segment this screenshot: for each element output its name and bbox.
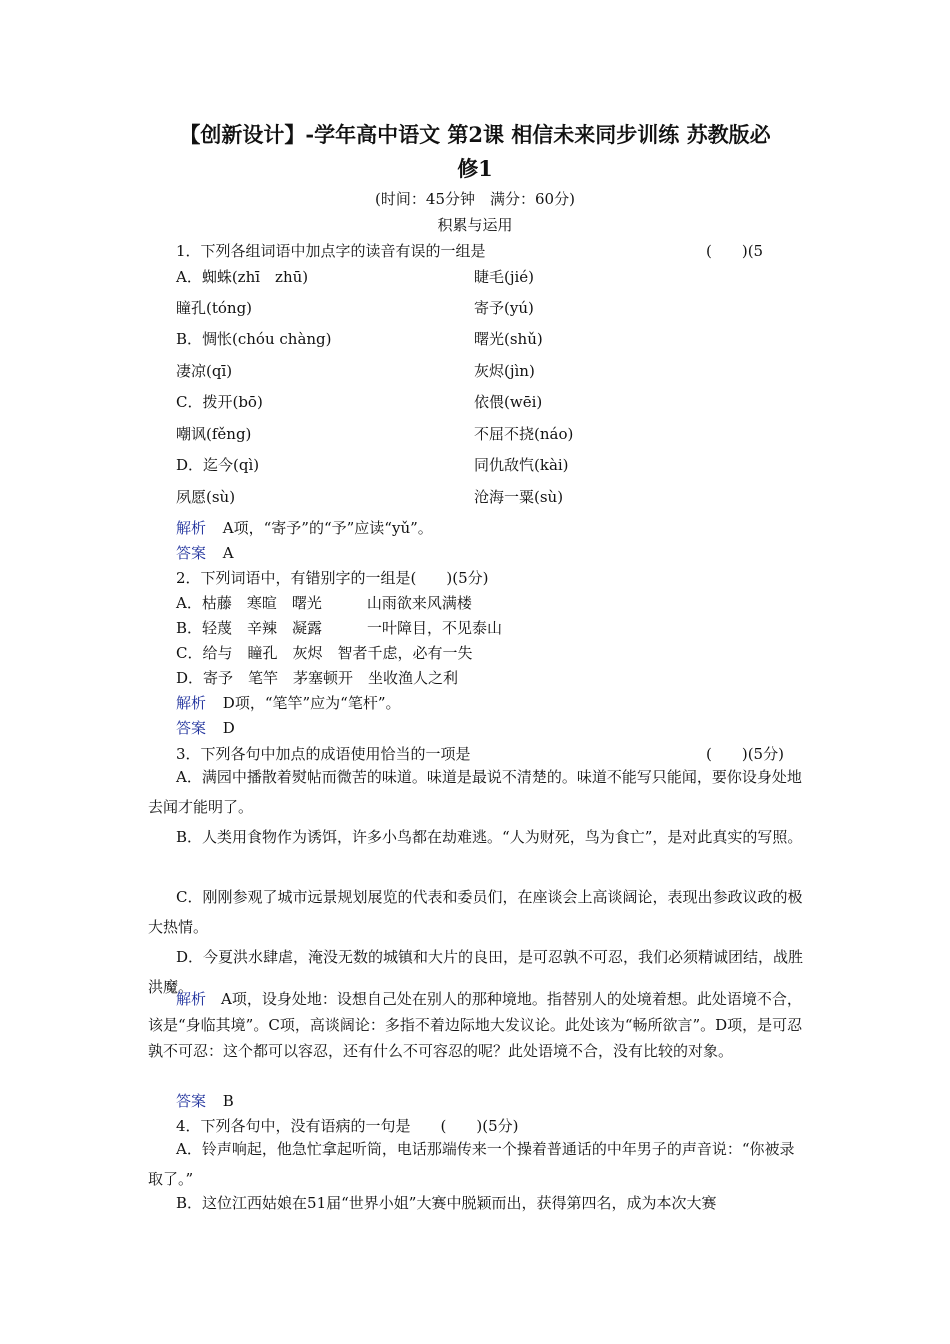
q4-option-b: B．这位江西姑娘在51届“世界小姐”大赛中脱颖而出，获得第四名，成为本次大赛 [176, 1194, 717, 1212]
section-heading: 积累与运用 [437, 216, 513, 234]
q2-option-b: B．轻蔑 辛辣 凝露 一叶障目，不见泰山 [176, 619, 503, 637]
analysis-label: 解析 [176, 519, 207, 537]
q2-stem: 2．下列词语中，有错别字的一组是( )(5分) [176, 569, 489, 587]
title-line-1: 【创新设计】-学年高中语文 第2课 相信未来同步训练 苏教版必 [179, 122, 771, 147]
q3-analysis [148, 986, 808, 1064]
q3-option-a: A．满园中播散着熨帖而微苦的味道。味道是最说不清楚的。味道不能写只能闻，要你设身处地去闻才能明了。 [148, 768, 802, 816]
analysis-text: A项，“寄予”的“予”应读“yǔ”。 [222, 519, 433, 537]
q1-option-d-4: 沧海一粟(sù) [474, 488, 564, 506]
q1-stem: 1．下列各组词语中加点字的读音有误的一组是 [176, 242, 486, 260]
q1-option-b-1: B．惆怅(chóu chàng) [176, 330, 332, 348]
q2-option-d: D．寄予 笔竿 茅塞顿开 坐收渔人之利 [176, 669, 459, 687]
q2-analysis [176, 693, 401, 713]
q1-option-c-1: C．拨开(bō) [176, 393, 263, 411]
answer-label: 答案 [176, 719, 207, 737]
q1-option-b-2: 曙光(shǔ) [474, 330, 543, 348]
q1-option-a-3: 瞳孔(tóng) [176, 299, 253, 317]
q2-option-a: A．枯藤 寒暄 曙光 山雨欲来风满楼 [176, 594, 472, 612]
exam-info: (时间：45分钟 满分：60分) [375, 190, 575, 208]
q3-answer [176, 1091, 234, 1111]
title-line-2: 修1 [457, 156, 493, 181]
q1-analysis [176, 518, 433, 538]
analysis-label: 解析 [176, 990, 207, 1008]
q1-option-a-4: 寄予(yú) [474, 299, 534, 317]
q1-option-c-2: 依偎(wēi) [474, 393, 543, 411]
q3-stem: 3．下列各句中加点的成语使用恰当的一项是 [176, 745, 471, 763]
analysis-text: D项，“笔竿”应为“笔杆”。 [222, 694, 401, 712]
q3-option-b: B．人类用食物作为诱饵，许多小鸟都在劫难逃。“人为财死，鸟为食亡”，是对此真实的写照。 [176, 828, 803, 846]
answer-text: B [222, 1092, 234, 1110]
q2-answer [176, 718, 235, 738]
q1-bracket: ( )(5 [706, 242, 764, 260]
q1-option-c-4: 不屈不挠(náo) [474, 425, 574, 443]
q1-answer [176, 543, 234, 563]
q4-option-a: A．铃声响起，他急忙拿起听筒，电话那端传来一个操着普通话的中年男子的声音说：“你被录取了。” [148, 1140, 795, 1188]
q4-stem: 4．下列各句中，没有语病的一句是 ( )(5分) [176, 1117, 519, 1135]
answer-label: 答案 [176, 1092, 207, 1110]
q1-option-b-3: 凄凉(qī) [176, 362, 233, 380]
q3-bracket: ( )(5分) [706, 745, 784, 763]
q1-option-c-3: 嘲讽(fěng) [176, 425, 252, 443]
q1-option-a-1: A．蜘蛛(zhī zhū) [176, 268, 309, 286]
q2-option-c: C．给与 瞳孔 灰烬 智者千虑，必有一失 [176, 644, 473, 662]
answer-label: 答案 [176, 544, 207, 562]
q1-option-d-1: D．迄今(qì) [176, 456, 260, 474]
q3-option-c: C．刚刚参观了城市远景规划展览的代表和委员们，在座谈会上高谈阔论，表现出参政议政的极大热情。 [148, 888, 803, 936]
analysis-label: 解析 [176, 694, 207, 712]
analysis-text: A项，设身处地：设想自己处在别人的那种境地。指替别人的处境着想。此处语境不合，该是“身临其境”。C项，高谈阔论：多指不着边际地大发议论。此处该为“畅所欲言”。D项，是可忍孰不可忍：这个都可以容忍，还有什么不可容忍的呢？此处语境不合，没有比较的对象。 [148, 990, 803, 1060]
answer-text: A [222, 544, 234, 562]
q1-option-d-2: 同仇敌忾(kài) [474, 456, 569, 474]
q1-option-a-2: 睫毛(jié) [474, 268, 535, 286]
q1-option-d-3: 夙愿(sù) [176, 488, 236, 506]
q1-option-b-4: 灰烬(jìn) [474, 362, 535, 380]
document-title [150, 118, 800, 186]
q3-option-d: D．今夏洪水肆虐，淹没无数的城镇和大片的良田，是可忍孰不可忍，我们必须精诚团结，战胜洪魔。 [148, 948, 804, 996]
answer-text: D [222, 719, 235, 737]
